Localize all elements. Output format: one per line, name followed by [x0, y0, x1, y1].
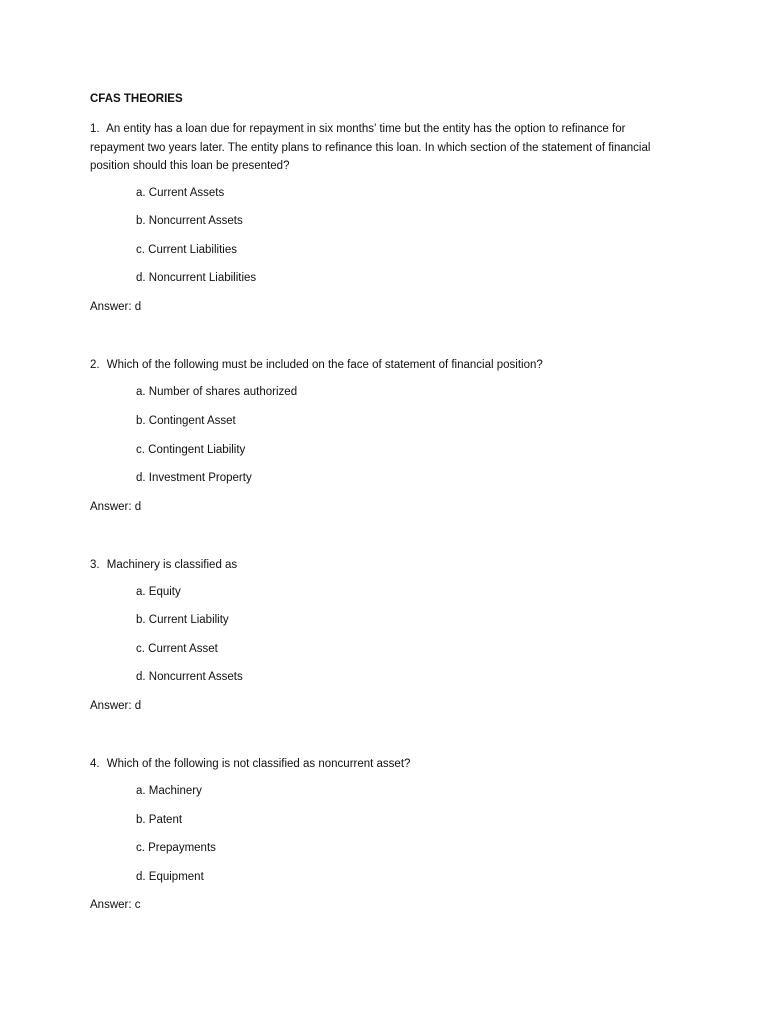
question-number: 2. [90, 359, 100, 371]
question-text: Machinery is classified as [106, 559, 238, 571]
question-4 [90, 755, 670, 774]
document-title: CFAS THEORIES [90, 93, 183, 105]
option-b: b. Current Liability [136, 614, 229, 626]
answer-4: Answer: c [90, 899, 141, 911]
question-3 [90, 556, 670, 575]
option-d: d. Equipment [136, 871, 204, 883]
question-text: Which of the following is not classified as noncurrent asset? [106, 758, 411, 770]
option-d: d. Noncurrent Assets [136, 671, 243, 683]
option-c: c. Current Asset [136, 643, 218, 655]
answer-2: Answer: d [90, 501, 142, 513]
option-d: d. Noncurrent Liabilities [136, 272, 257, 284]
answer-1: Answer: d [90, 301, 142, 313]
option-a: a. Equity [136, 586, 181, 598]
option-c: c. Current Liabilities [136, 244, 237, 256]
option-d: d. Investment Property [136, 472, 252, 484]
question-number: 4. [90, 758, 100, 770]
option-b: b. Contingent Asset [136, 415, 236, 427]
question-1 [90, 120, 670, 176]
question-2 [90, 356, 670, 375]
option-b: b. Patent [136, 814, 183, 826]
answer-3: Answer: d [90, 700, 142, 712]
question-text: An entity has a loan due for repayment in six months’ time but the entity has the option to refinance for repayment two years later. The entity plans to refinance this loan. In which section of the statement of financial position should this loan be presented? [90, 123, 651, 172]
option-c: c. Prepayments [136, 842, 216, 854]
option-a: a. Number of shares authorized [136, 386, 298, 398]
option-c: c. Contingent Liability [136, 444, 246, 456]
option-a: a. Machinery [136, 785, 202, 797]
question-text: Which of the following must be included on the face of statement of financial position? [106, 359, 543, 371]
question-number: 3. [90, 559, 100, 571]
option-a: a. Current Assets [136, 187, 225, 199]
question-number: 1. [90, 123, 100, 135]
option-b: b. Noncurrent Assets [136, 215, 243, 227]
